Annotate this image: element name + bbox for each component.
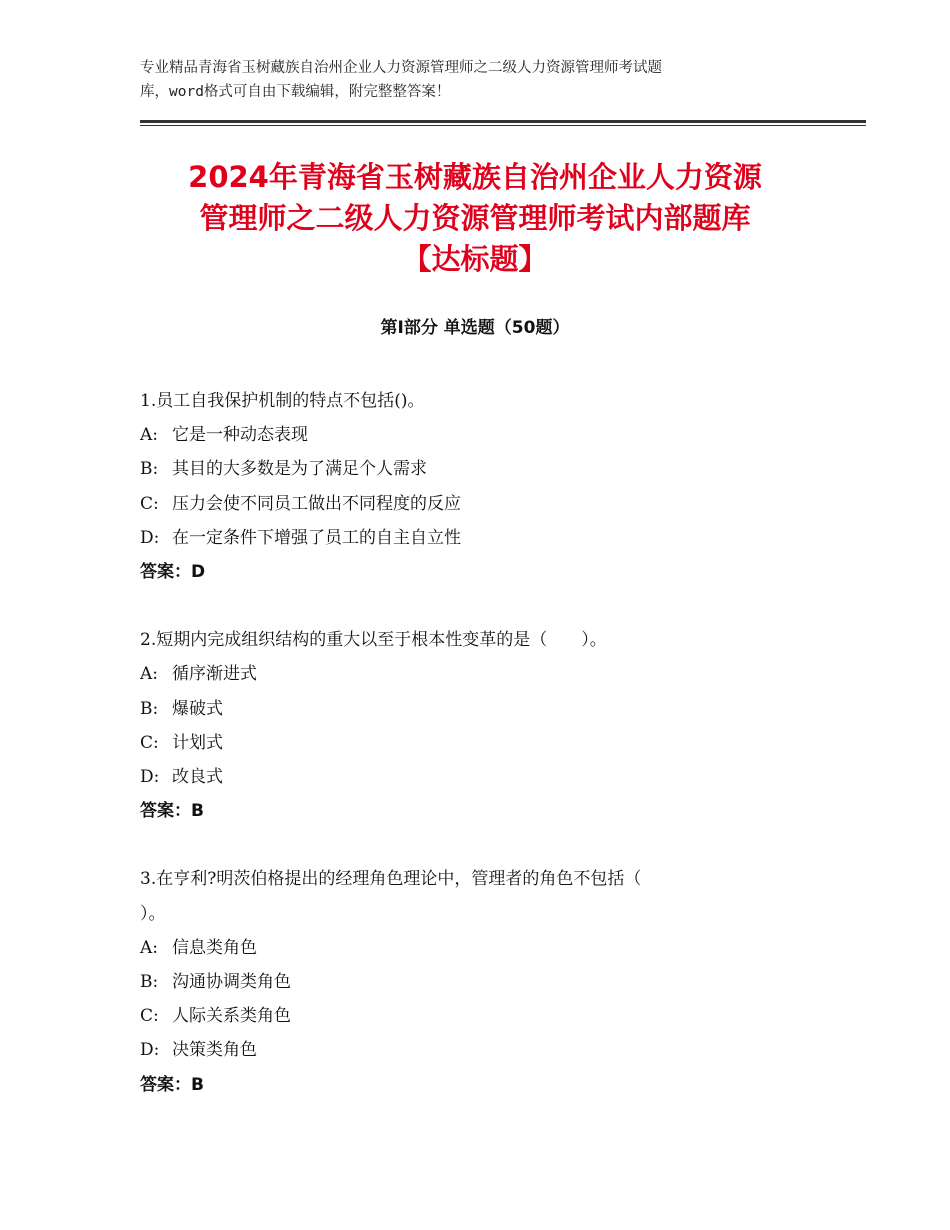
- option-key: D:: [140, 1040, 160, 1061]
- option-key: C:: [140, 732, 159, 753]
- option-b: [140, 692, 820, 726]
- question-stem: 1.员工自我保护机制的特点不包括()。: [140, 391, 425, 411]
- option-key: C:: [140, 493, 159, 514]
- option-text: 改良式: [172, 767, 223, 788]
- answer-label: 答案：B: [140, 801, 204, 822]
- header-note-line-1: 专业精品青海省玉树藏族自治州企业人力资源管理师之二级人力资源管理师考试题: [140, 60, 662, 76]
- option-key: A:: [140, 937, 159, 958]
- option-b: [140, 452, 820, 486]
- option-text: 沟通协调类角色: [172, 972, 291, 993]
- option-key: D:: [140, 527, 160, 548]
- option-text: 计划式: [172, 732, 223, 753]
- document-title-line-1: 2024年青海省玉树藏族自治州企业人力资源: [188, 160, 762, 194]
- option-text: 信息类角色: [172, 937, 257, 958]
- question-1: [140, 384, 820, 589]
- header-note-line-2: 库，word格式可自由下载编辑，附完整整答案！: [140, 84, 451, 100]
- document-title: [110, 157, 840, 280]
- option-text: 人际关系类角色: [172, 1006, 291, 1027]
- option-a: [140, 418, 820, 452]
- answer-label: 答案：B: [140, 1074, 204, 1095]
- option-c: [140, 999, 820, 1033]
- option-d: [140, 760, 820, 794]
- option-text: 爆破式: [172, 698, 223, 719]
- option-c: [140, 487, 820, 521]
- option-text: 压力会使不同员工做出不同程度的反应: [172, 493, 461, 514]
- option-text: 它是一种动态表现: [172, 425, 308, 446]
- section-heading: 第Ⅰ部分 单选题（50题）: [380, 318, 570, 338]
- option-d: [140, 521, 820, 555]
- option-text: 在一定条件下增强了员工的自主自立性: [172, 527, 461, 548]
- option-key: A:: [140, 664, 159, 685]
- option-text: 其目的大多数是为了满足个人需求: [172, 459, 427, 480]
- option-a: [140, 931, 820, 965]
- option-text: 循序渐进式: [172, 664, 257, 685]
- option-b: [140, 965, 820, 999]
- document-title-line-3: 【达标题】: [402, 242, 548, 276]
- question-3: [140, 862, 820, 1101]
- option-key: B:: [140, 698, 159, 719]
- document-title-line-2: 管理师之二级人力资源管理师考试内部题库: [199, 201, 751, 235]
- option-c: [140, 726, 820, 760]
- question-list: [140, 384, 820, 1136]
- option-a: [140, 657, 820, 691]
- option-text: 决策类角色: [172, 1040, 257, 1061]
- question-2: [140, 623, 820, 828]
- question-stem-line-2: ）。: [140, 903, 166, 924]
- header-note: [140, 56, 830, 104]
- option-key: B:: [140, 459, 159, 480]
- option-key: C:: [140, 1006, 159, 1027]
- question-stem-line-1: 3.在亨利?明茨伯格提出的经理角色理论中，管理者的角色不包括（: [140, 869, 642, 890]
- option-d: [140, 1033, 820, 1067]
- answer-label: 答案：D: [140, 562, 206, 583]
- header-divider: [140, 120, 866, 126]
- option-key: B:: [140, 972, 159, 993]
- question-stem: 2.短期内完成组织结构的重大以至于根本性变革的是（ ）。: [140, 630, 607, 651]
- option-key: D:: [140, 767, 160, 788]
- option-key: A:: [140, 425, 159, 446]
